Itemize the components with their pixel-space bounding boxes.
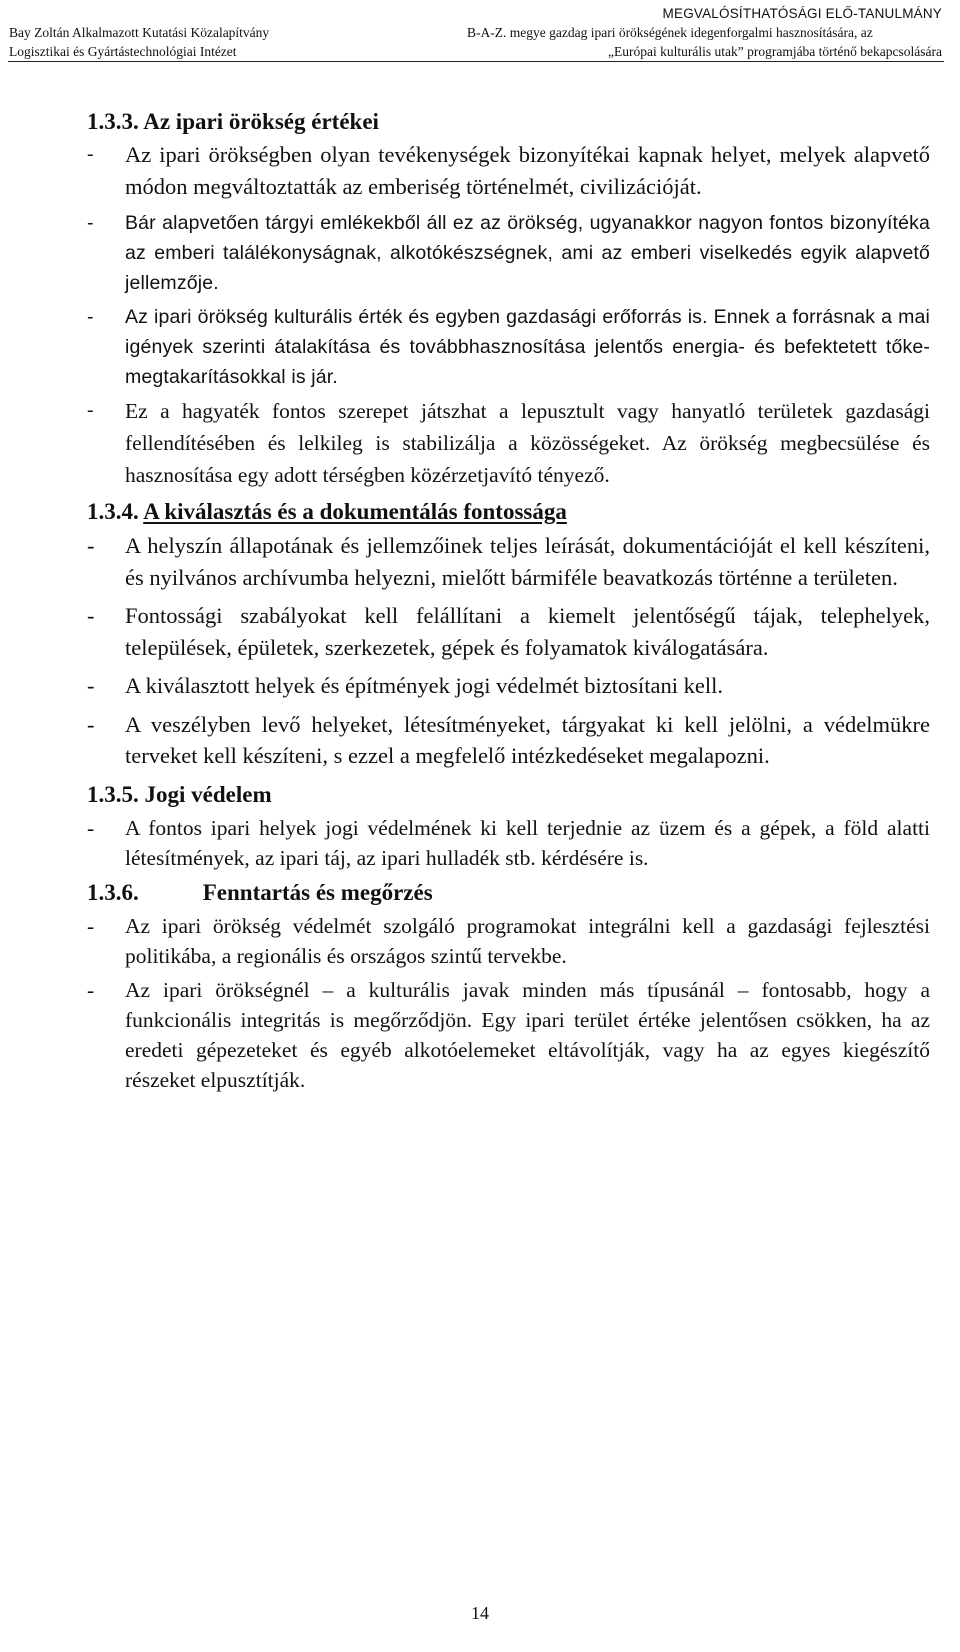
header-study-subject-line2: „Európai kulturális utak” programjába történő bekapcsolására <box>608 44 942 59</box>
document-body <box>87 106 930 1099</box>
list-item-text: Fontossági szabályokat kell felállítani a kiemelt jelentőségű tájak, telephelyek, települések, épületek, szerkezetek, gépek és folyamatok kiválogatására. <box>125 603 930 660</box>
list-item <box>87 600 930 663</box>
header-study-type: MEGVALÓSÍTHATÓSÁGI ELŐ-TANULMÁNY <box>662 6 942 21</box>
section-heading-1-3-4 <box>87 496 930 528</box>
list-bullet: - <box>87 913 95 938</box>
list-bullet: - <box>87 212 94 234</box>
list-item <box>87 975 930 1095</box>
list-bullet: - <box>87 400 94 421</box>
section-list-1-3-4 <box>87 530 930 772</box>
header-divider <box>8 61 944 62</box>
list-item-text: A helyszín állapotának és jellemzőinek teljes leírását, dokumentációját el kell készíteni, és nyilvános archívumba helyezni, mielőtt bármiféle beavatkozás történne a területen. <box>125 533 930 590</box>
page-number: 14 <box>471 1603 489 1623</box>
list-item <box>87 813 930 873</box>
list-item-text: Az ipari örökség védelmét szolgáló programokat integrálni kell a gazdasági fejlesztési politikába, a regionális és országos szintű tervekbe. <box>125 913 930 968</box>
section-number: 1.3.5. <box>87 781 139 807</box>
section-title: Jogi védelem <box>144 781 272 807</box>
list-item-text: Az ipari örökségnél – a kulturális javak minden más típusánál – fontosabb, hogy a funkcionális integritás is megőrződjön. Egy ipari terület értéke jelentősen csökken, ha az eredeti gépezeteket és egyéb alkotóelemeket eltávolítják, vagy ha az egyes kiegészítő részeket elpusztítják. <box>125 977 930 1092</box>
header-institution-name: Bay Zoltán Alkalmazott Kutatási Közalapítvány <box>9 25 270 40</box>
section-heading-1-3-3 <box>87 106 930 138</box>
list-item-text: A kiválasztott helyek és építmények jogi védelmét biztosítani kell. <box>125 673 723 698</box>
list-item <box>87 396 930 492</box>
section-title: A kiválasztás és a dokumentálás fontossága <box>143 499 567 524</box>
list-item <box>87 670 930 702</box>
list-bullet: - <box>87 144 94 165</box>
section-heading-1-3-5 <box>87 779 930 811</box>
list-item <box>87 208 930 298</box>
list-bullet: - <box>87 673 95 698</box>
list-item <box>87 709 930 772</box>
header-study-subject-line1: B-A-Z. megye gazdag ipari örökségének idegenforgalmi hasznosítására, az <box>467 25 873 40</box>
section-list-1-3-5 <box>87 813 930 873</box>
section-number: 1.3.3. <box>87 109 139 134</box>
section-number: 1.3.4. <box>87 499 139 524</box>
list-bullet: - <box>87 603 95 628</box>
list-item-text: Az ipari örökségben olyan tevékenységek bizonyítékai kapnak helyet, melyek alapvető módon megváltoztatták az emberiség történelmét, civilizációját. <box>125 142 930 199</box>
list-bullet: - <box>87 711 95 737</box>
section-list-1-3-6 <box>87 911 930 1095</box>
list-item-text: A fontos ipari helyek jogi védelmének ki kell terjednie az üzem és a gépek, a föld alatti létesítmények, az ipari táj, az ipari hulladék stb. kérdésére is. <box>125 815 930 870</box>
list-item <box>87 140 930 204</box>
list-item <box>87 302 930 392</box>
list-item <box>87 530 930 593</box>
list-bullet: - <box>87 977 95 1002</box>
list-item <box>87 911 930 971</box>
section-title: Az ipari örökség értékei <box>143 109 379 134</box>
page-header <box>0 4 960 60</box>
list-item-text: Ez a hagyaték fontos szerepet játszhat a lepusztult vagy hanyatló területek gazdasági fellendítésében és lelkileg is stabilizálja a közösségeket. Az örökség megbecsülése és hasznosítása egy adott térségben közérzetjavító tényező. <box>125 399 930 487</box>
section-number: 1.3.6. <box>87 879 139 905</box>
list-bullet: - <box>87 306 94 328</box>
section-heading-1-3-6 <box>87 877 930 909</box>
list-item-text: A veszélyben levő helyeket, létesítményeket, tárgyakat ki kell jelölni, a védelmükre terveket kell készíteni, s ezzel a megfelelő intézkedéseket megalapozni. <box>125 711 930 768</box>
header-institution <box>9 23 269 61</box>
section-title: Fenntartás és megőrzés <box>202 879 433 905</box>
list-item-text: Bár alapvetően tárgyi emlékekből áll ez az örökség, ugyanakkor nagyon fontos bizonyítéka az emberi találékonyságnak, alkotókészségnek, ami az emberi viselkedés egyik alapvető jellemzője. <box>125 212 930 294</box>
header-study-title <box>467 4 942 61</box>
list-bullet: - <box>87 815 95 840</box>
header-institute-unit: Logisztikai és Gyártástechnológiai Intézet <box>9 44 237 59</box>
section-list-1-3-3 <box>87 140 930 492</box>
list-item-text: Az ipari örökség kulturális érték és egyben gazdasági erőforrás is. Ennek a forrásnak a mai igények szerinti átalakítása és továbbhasznosítása jelentős energia- és befektetett tőke-megtakarításokkal is jár. <box>125 306 930 388</box>
list-bullet: - <box>87 533 95 558</box>
